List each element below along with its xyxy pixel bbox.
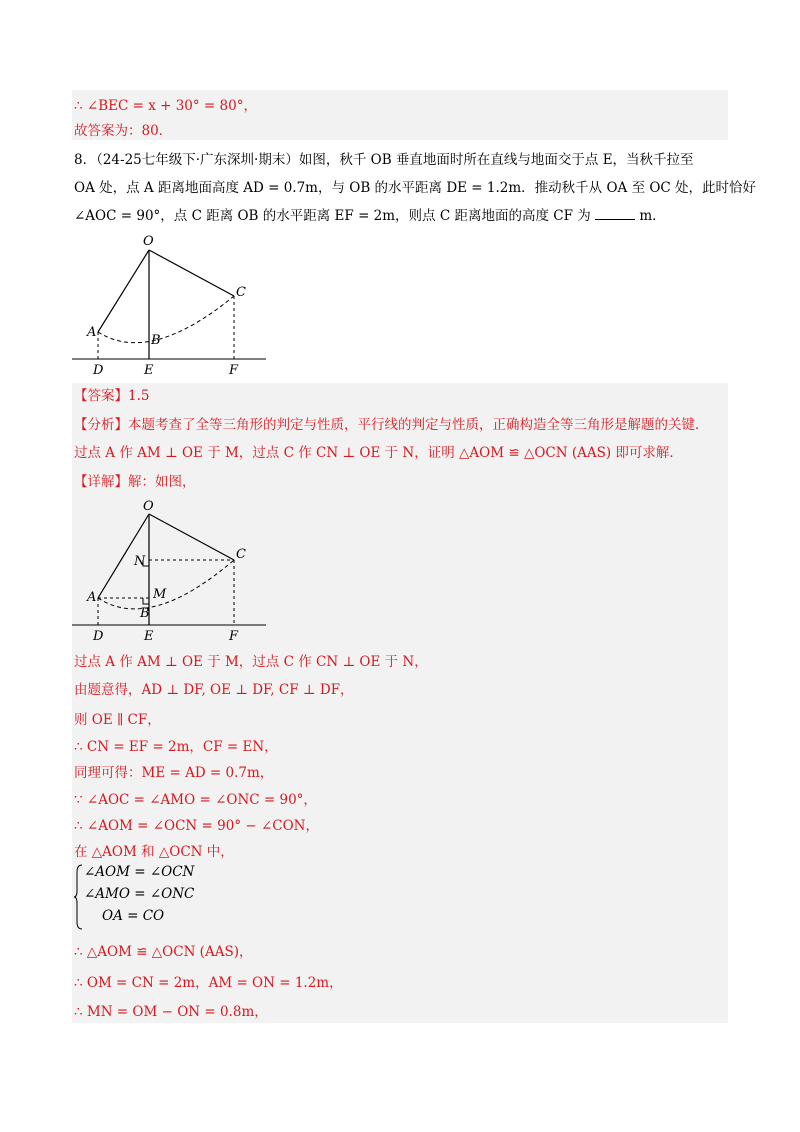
analysis-line-2: 过点 A 作 AM ⊥ OE 于 M，过点 C 作 CN ⊥ OE 于 N，证明 △AOM ≌ △OCN (AAS) 即可求解． [74,445,683,461]
answer-tag: 【答案】 [74,388,128,404]
fig2-label-M: M [153,587,167,602]
fig1-label-F: F [229,363,239,378]
condition-angle-1: ∠AOM = ∠OCN [84,864,195,880]
final-line: ∴ OM = CN = 2m，AM = ON = 1.2m， [74,975,343,991]
swing-figure-1 [0,232,800,382]
prev-answer-line: 故答案为：80． [74,123,173,139]
solution-line: 由题意得，AD ⊥ DF, OE ⊥ DF, CF ⊥ DF， [74,682,354,698]
fig2-label-E: E [144,629,154,644]
detail-tag: 【详解】 [74,474,128,490]
analysis-line [74,415,709,435]
fig2-right-angle-M [143,598,149,604]
fig2-label-N: N [134,554,146,569]
question-unit: m． [639,208,666,224]
fig1-label-D: D [93,363,104,378]
question-line-3-text: ∠AOC = 90°，点 C 距离 OB 的水平距离 EF = 2m，则点 C 距离地面的高度 CF 为 [74,208,591,224]
fig1-label-B: B [151,333,161,348]
answer-line [74,386,149,406]
left-brace-icon [74,864,84,930]
solution-line: 则 OE ∥ CF， [74,712,161,728]
fig1-segment-OA [98,250,149,332]
solution-line: ∵ ∠AOC = ∠AMO = ∠ONC = 90°， [74,792,317,808]
fig1-swing-arc [98,296,234,343]
fig2-label-O: O [143,499,154,514]
fig2-label-B: B [140,606,150,621]
condition-angle-2: ∠AMO = ∠ONC [84,886,195,902]
fig1-label-E: E [144,363,154,378]
question-line-2: OA 处，点 A 距离地面高度 AD = 0.7m，与 OB 的水平距离 DE = 1.2m．推动秋千从 OA 至 OC 处，此时恰好 [74,180,757,196]
fig2-segment-OC [149,514,234,560]
fig1-label-A: A [87,325,97,340]
solution-line: ∴ CN = EF = 2m，CF = EN， [74,739,278,755]
final-line: ∴ △AOM ≌ △OCN (AAS)， [74,944,253,960]
fig2-label-A: A [87,590,97,605]
solution-line: 在 △AOM 和 △OCN 中， [74,844,234,860]
solution-line: 同理可得：ME = AD = 0.7m， [74,765,274,781]
answer-blank [595,207,635,220]
fig1-label-O: O [143,234,154,249]
fig2-label-F: F [229,629,239,644]
fig2-label-C: C [236,547,246,562]
analysis-tag: 【分析】 [74,417,128,433]
solution-line: ∴ ∠AOM = ∠OCN = 90° − ∠CON， [74,818,319,834]
fig1-label-C: C [236,285,246,300]
final-line: ∴ MN = OM − ON = 0.8m， [74,1004,268,1020]
fig1-segment-OC [149,250,234,296]
condition-side: OA = CO [102,908,165,924]
question-line-1: 8．（24-25七年级下·广东深圳·期末）如图，秋千 OB 垂直地面时所在直线与地面交于点 E，当秋千拉至 [74,152,694,168]
swing-figure-2 [0,496,800,644]
detail-text: 解：如图， [128,474,196,490]
fig2-label-D: D [93,629,104,644]
prev-conclusion-line: ∴ ∠BEC = x + 30° = 80°， [74,98,257,114]
answer-value: 1.5 [128,388,150,404]
analysis-text: 本题考查了全等三角形的判定与性质，平行线的判定与性质，正确构造全等三角形是解题的关键． [128,417,709,433]
question-line-3 [74,206,666,226]
detail-line [74,472,196,492]
solution-line: 过点 A 作 AM ⊥ OE 于 M，过点 C 作 CN ⊥ OE 于 N， [74,654,428,670]
